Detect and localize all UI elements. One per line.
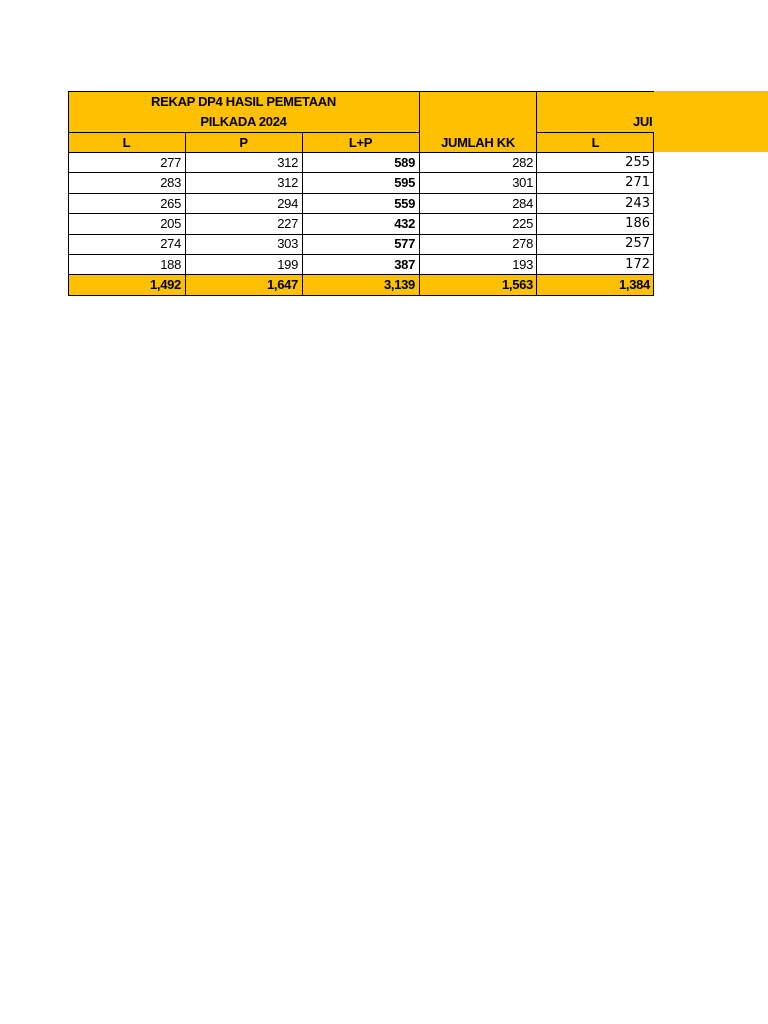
grid-line-horizontal	[68, 91, 654, 92]
cell-l-right: 172	[625, 256, 650, 272]
total-l-right: 1,384	[618, 277, 650, 292]
cell-p: 227	[277, 215, 298, 231]
cell-lp: 432	[394, 215, 415, 231]
total-kk: 1,563	[501, 277, 533, 292]
grid-line-horizontal	[68, 172, 654, 173]
cell-l: 274	[160, 236, 181, 252]
grid-line-vertical	[419, 91, 420, 296]
cell-kk: 225	[512, 215, 533, 231]
cell-l: 188	[160, 256, 181, 272]
grid-line-vertical	[302, 132, 303, 296]
subheader-l: L	[122, 135, 131, 150]
cell-l-right: 186	[625, 215, 650, 231]
total-lp: 3,139	[383, 277, 415, 292]
cell-lp: 589	[394, 155, 415, 170]
cell-p: 312	[277, 175, 298, 191]
subheader-lp: L+P	[348, 135, 373, 150]
total-l: 1,492	[149, 277, 181, 292]
cell-p: 303	[277, 236, 298, 252]
header-partial-clip	[537, 91, 654, 132]
cell-lp: 559	[394, 195, 415, 211]
total-p: 1,647	[266, 277, 298, 292]
cell-lp: 387	[394, 256, 415, 272]
table-title-line-2: PILKADA 2024	[200, 114, 287, 129]
grid-line-vertical	[536, 91, 537, 296]
grid-line-horizontal	[68, 254, 654, 255]
cell-p: 312	[277, 155, 298, 170]
grid-line-horizontal	[68, 274, 654, 275]
grid-line-horizontal	[68, 213, 654, 214]
grid-line-horizontal	[537, 132, 654, 133]
grid-line-horizontal	[68, 234, 654, 235]
cell-l-right: 257	[625, 236, 650, 252]
cell-l: 265	[160, 195, 181, 211]
subheader-p: P	[239, 135, 248, 150]
cell-p: 199	[277, 256, 298, 272]
cell-lp: 577	[394, 236, 415, 252]
grid-line-horizontal	[68, 295, 654, 296]
header-partial-text: JUI	[633, 114, 653, 129]
cell-kk: 282	[512, 155, 533, 170]
cell-lp: 595	[394, 175, 415, 191]
cell-l: 283	[160, 175, 181, 191]
grid-line-vertical	[185, 132, 186, 296]
header-band-overflow	[654, 91, 768, 152]
cell-l-right: 243	[625, 195, 650, 211]
header-jumlah-kk: JUMLAH KK	[441, 135, 515, 150]
cell-l-right: 271	[625, 175, 650, 191]
grid-line-vertical	[653, 132, 654, 296]
cell-kk: 193	[512, 256, 533, 272]
grid-line-horizontal	[68, 132, 419, 133]
cell-kk: 301	[512, 175, 533, 191]
cell-l-right: 255	[625, 155, 650, 170]
cell-p: 294	[277, 195, 298, 211]
grid-line-horizontal	[68, 152, 654, 153]
subheader-l-right: L	[591, 135, 600, 150]
grid-line-horizontal	[68, 193, 654, 194]
cell-l: 277	[160, 155, 181, 170]
table-title-line-1: REKAP DP4 HASIL PEMETAAN	[151, 94, 336, 109]
cell-kk: 284	[512, 195, 533, 211]
cell-kk: 278	[512, 236, 533, 252]
cell-l: 205	[160, 215, 181, 231]
grid-line-vertical	[68, 91, 69, 296]
